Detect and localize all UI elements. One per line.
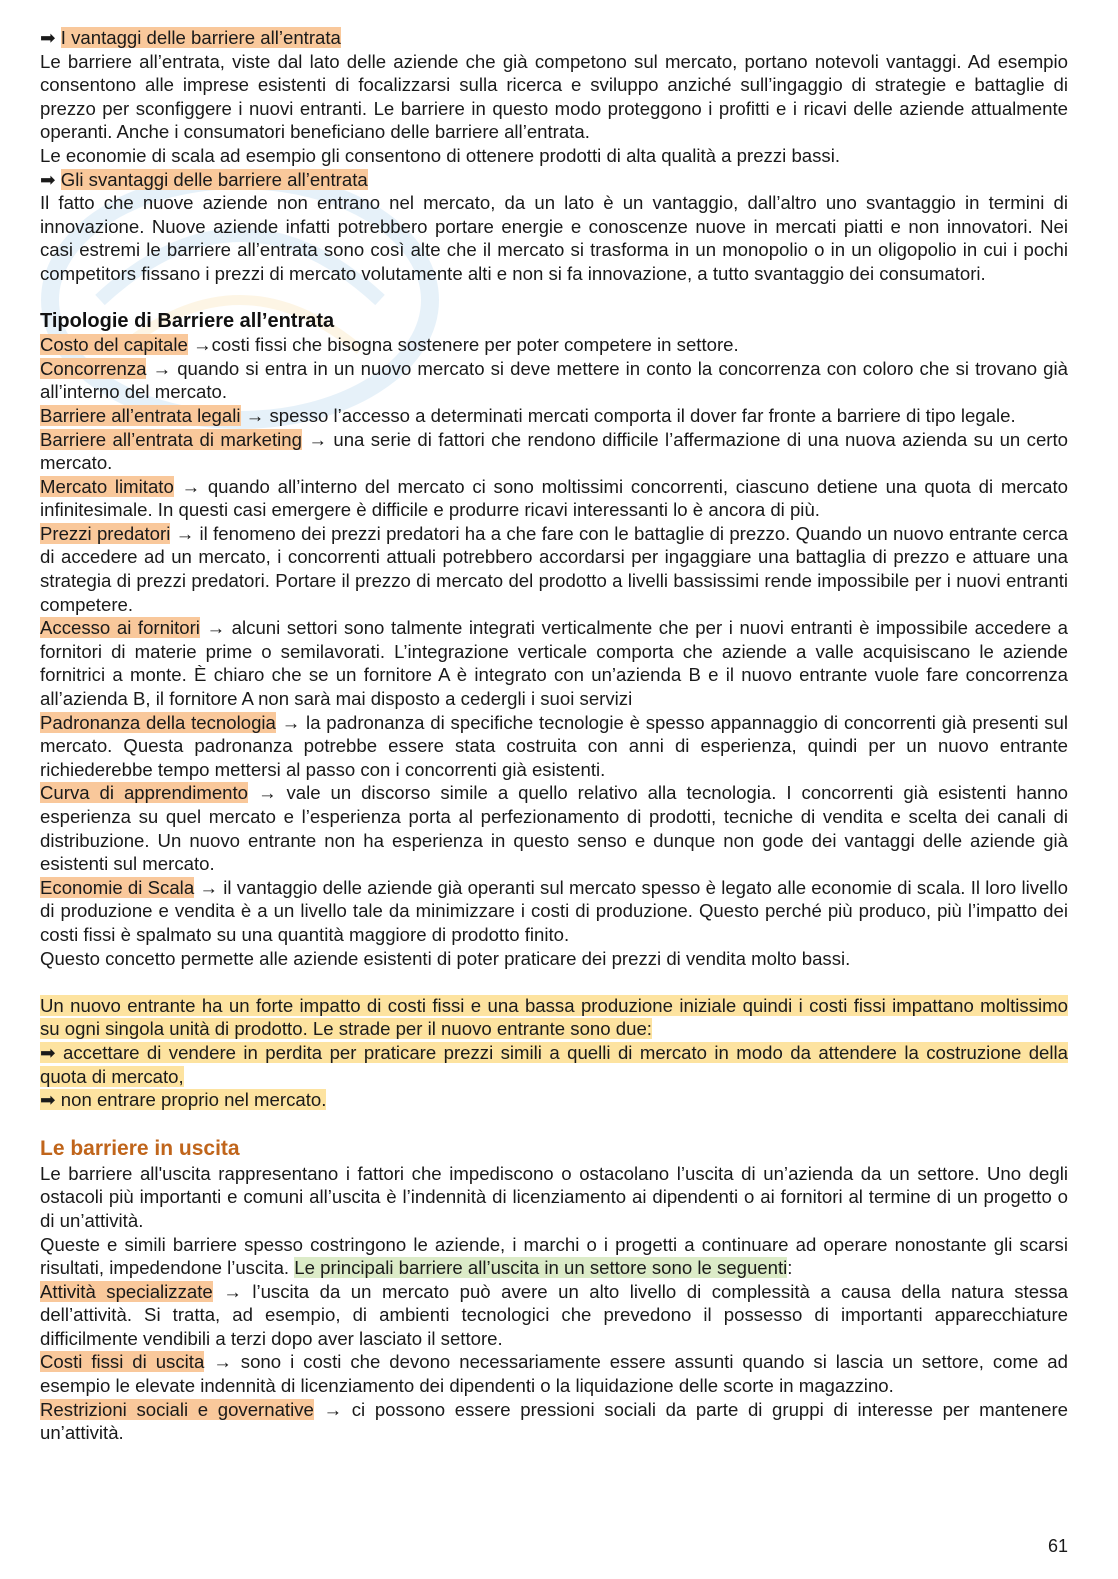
exit-barriers-paragraph-2: [40, 1233, 1068, 1280]
new-entrant-option-2: [40, 1088, 1068, 1112]
entry-barrier-text: → una serie di fattori che rendono difficile l’affermazione di una nuova azienda su un certo mercato.: [40, 428, 1068, 474]
exit-barrier-text: → l’uscita da un mercato può avere un alto livello di complessità a causa della natura stessa dell’attività. Si tratta, ad esempio, di ambienti tecnologici che prevedono il possesso di importanti apparecchiature difficilmente vendibili a terzi dopo aver lasciato il settore.: [40, 1280, 1069, 1349]
exit-p2-text: Queste e simili barriere spesso costringono le aziende, i marchi o i progetti a continuare ad operare nonostante gli scarsi risultati, impedendone l’uscita.: [40, 1233, 1068, 1279]
exit-barrier-item: [40, 1350, 1068, 1397]
exit-barrier-item: [40, 1398, 1068, 1445]
entry-barrier-text: → quando all’interno del mercato ci sono moltissimi concorrenti, ciascuno detiene una quota di mercato infinitesimale. In questi casi emergere è difficile e produrre ricavi interessanti lo è ancora di più.: [40, 475, 1068, 521]
arrow-icon: ➡: [40, 1041, 56, 1063]
entry-barrier-item: [40, 876, 1068, 947]
disadvantages-heading: Gli svantaggi delle barriere all’entrata: [60, 168, 368, 190]
exit-barrier-text: → sono i costi che devono necessariamente essere assunti quando si lascia un settore, come ad esempio le elevate indennità di licenziamento dei dipendenti o la liquidazione delle scorte in magazzino.: [40, 1351, 1068, 1397]
arrow-icon: ➡: [40, 27, 56, 48]
scale-closing-paragraph: Questo concetto permette alle aziende esistenti di poter praticare dei prezzi di vendita molto bassi.: [40, 947, 851, 969]
exit-p2-end: :: [787, 1257, 793, 1279]
disadvantages-paragraph: Il fatto che nuove aziende non entrano nel mercato, da un lato è un vantaggio, dall’altro uno svantaggio in termini di innovazione. Nuove aziende infatti potrebbero portare energie e conoscenze nuove in mercati piatti e non innovatori. Nei casi estremi le barriere all’entrata sono così alte che il mercato si trasforma in un monopolio o in un oligopolio in cui i pochi competitors fissano i prezzi di mercato volutamente alti e non si fa innovazione, a tutto svantaggio dei consumatori.: [40, 192, 1068, 284]
entry-barrier-term: Mercato limitato: [40, 475, 174, 497]
document-page: [40, 26, 1068, 1445]
advantages-paragraph-2: Le economie di scala ad esempio gli consentono di ottenere prodotti di alta qualità a prezzi bassi.: [40, 144, 841, 166]
entry-barrier-item: [40, 522, 1068, 616]
page-number: 61: [1047, 1536, 1068, 1556]
entry-barrier-item: [40, 616, 1068, 710]
entry-barrier-term: Economie di Scala: [40, 876, 195, 898]
entry-barrier-term: Concorrenza: [40, 357, 147, 379]
exit-barriers-title: Le barriere in uscita: [40, 1136, 240, 1160]
spacer: [40, 286, 1068, 310]
entry-barrier-term: Barriere all’entrata legali: [40, 404, 241, 426]
exit-barrier-term: Attività specializzate: [40, 1280, 213, 1302]
advantages-heading: I vantaggi delle barriere all’entrata: [60, 27, 341, 48]
entry-barrier-item: [40, 428, 1068, 475]
new-entrant-option-1: [40, 1041, 1068, 1088]
exit-barrier-term: Costi fissi di uscita: [40, 1351, 205, 1373]
option-1-label: accettare di vendere in perdita per praticare prezzi simili a quelli di mercato in modo da attendere la costruzione della quota di mercato,: [40, 1041, 1068, 1087]
spacer: [40, 1112, 1068, 1124]
entry-barrier-text: → vale un discorso simile a quello relativo alla tecnologia. I concorrenti già esistenti hanno esperienza su quel mercato e l’esperienza porta al perfezionamento di prodotti, tecniche di vendita e scelta dei canali di distribuzione. Un nuovo entrante non ha esperienza in questo senso e dunque non gode dei vantaggi delle aziende già esistenti sul mercato.: [40, 782, 1068, 875]
entry-barrier-term: Costo del capitale: [40, 334, 188, 356]
entry-barrier-item: [40, 475, 1068, 522]
spacer: [40, 970, 1068, 994]
exit-barrier-term: Restrizioni sociali e governative: [40, 1398, 314, 1420]
entry-barrier-text: → il vantaggio delle aziende già operanti sul mercato spesso è legato alle economie di scala. Il loro livello di produzione e vendita è a un livello tale da minimizzare i costi di produzione. Questo perché più produco, più l’impatto dei costi fissi è spalmato su una quantità maggiore di prodotto finito.: [40, 876, 1068, 945]
entry-barrier-term: Accesso ai fornitori: [40, 617, 200, 639]
entry-barrier-term: Prezzi predatori: [40, 522, 171, 544]
entry-barrier-text: → la padronanza di specifiche tecnologie è spesso appannaggio di concorrenti già presenti sul mercato. Questa padronanza potrebbe essere stata costruita con anni di esperienza, quindi per un nuovo entrante richiederebbe tempo mettersi al passo con i concorrenti già esistenti.: [40, 711, 1068, 780]
advantages-paragraph: Le barriere all’entrata, viste dal lato delle aziende che già competono sul mercato, portano notevoli vantaggi. Ad esempio consentono alle imprese esistenti di focalizzarsi sulla ricerca e sviluppo anziché sull’ingaggio di strategie e battaglie di prezzo per sconfiggere i nuovi entranti. Le barriere in questo modo proteggono i profitti e i ricavi delle aziende attualmente operanti. Anche i consumatori beneficiano delle barriere all’entrata.: [40, 50, 1068, 143]
entry-barrier-term: Curva di apprendimento: [40, 782, 249, 804]
spacer: [40, 1124, 1068, 1136]
entry-barrier-text: → alcuni settori sono talmente integrati verticalmente che per i nuovi entranti è impossibile accedere a fornitori di materie prime o semilavorati. L’integrazione verticale comporta che aziende a valle acquisiscano le aziende fornitrici a monte. È chiaro che se un fornitore A è integrato con un’azienda B e il nuovo entrante vuole fare concorrenza all’azienda B, il fornitore A non sarà mai disposto a cedergli i suoi servizi: [40, 617, 1069, 710]
exit-barriers-paragraph-1: Le barriere all'uscita rappresentano i fattori che impediscono o ostacolano l’uscita di un’azienda da un settore. Uno degli ostacoli più importanti e comuni all’uscita è l’indennità di licenziamento ai dipendenti o ai fornitori al termine di un progetto o di un’attività.: [40, 1162, 1068, 1231]
entry-barrier-item: [40, 404, 1068, 428]
entry-barrier-item: [40, 711, 1068, 782]
entry-barrier-item: [40, 357, 1068, 404]
advantages-heading-line: [40, 26, 1068, 50]
entry-barrier-text: → spesso l’accesso a determinati mercati comporta il dover far fronte a barriere di tipo legale.: [240, 404, 1016, 426]
exit-barrier-item: [40, 1280, 1068, 1351]
entry-barriers-list: [40, 333, 1068, 946]
entry-barriers-types-title: Tipologie di Barriere all’entrata: [40, 310, 335, 333]
exit-barrier-text: → ci possono essere pressioni sociali da parte di gruppi di interesse per mantenere un’attività.: [40, 1398, 1069, 1444]
entry-barrier-text: → il fenomeno dei prezzi predatori ha a che fare con le battaglie di prezzo. Quando un nuovo entrante cerca di accedere ad un mercato, i concorrenti attuali potrebbero accordarsi per ingaggiare una battaglia di prezzo e attuare una strategia di prezzi predatori. Portare il prezzo di mercato del prodotto a livelli bassissimi rende impossibile per i nuovi entranti competere.: [40, 522, 1068, 615]
arrow-icon: ➡: [40, 1089, 56, 1111]
new-entrant-paragraph: [40, 994, 1068, 1041]
entry-barrier-term: Padronanza della tecnologia: [40, 711, 276, 733]
entry-barrier-text: →costi fissi che bisogna sostenere per poter competere in settore.: [187, 334, 739, 356]
entry-barrier-term: Barriere all’entrata di marketing: [40, 428, 302, 450]
exit-p2-highlight: Le principali barriere all’uscita in un settore sono le seguenti: [294, 1257, 788, 1279]
new-entrant-option-2-text: [40, 1089, 326, 1110]
entry-barrier-item: [40, 781, 1068, 875]
new-entrant-option-1-text: [40, 1042, 1068, 1087]
exit-barriers-list: [40, 1280, 1068, 1445]
arrow-icon: ➡: [40, 168, 56, 190]
option-2-label: non entrare proprio nel mercato.: [55, 1089, 327, 1111]
entry-barrier-text: → quando si entra in un nuovo mercato si deve mettere in conto la concorrenza con coloro che si trovano già all’interno del mercato.: [40, 357, 1068, 403]
new-entrant-intro: Un nuovo entrante ha un forte impatto di costi fissi e una bassa produzione iniziale quindi i costi fissi impattano moltissimo su ogni singola unità di prodotto. Le strade per il nuovo entrante sono due:: [40, 994, 1068, 1040]
disadvantages-heading-line: [40, 168, 1068, 192]
entry-barrier-item: [40, 333, 1068, 357]
